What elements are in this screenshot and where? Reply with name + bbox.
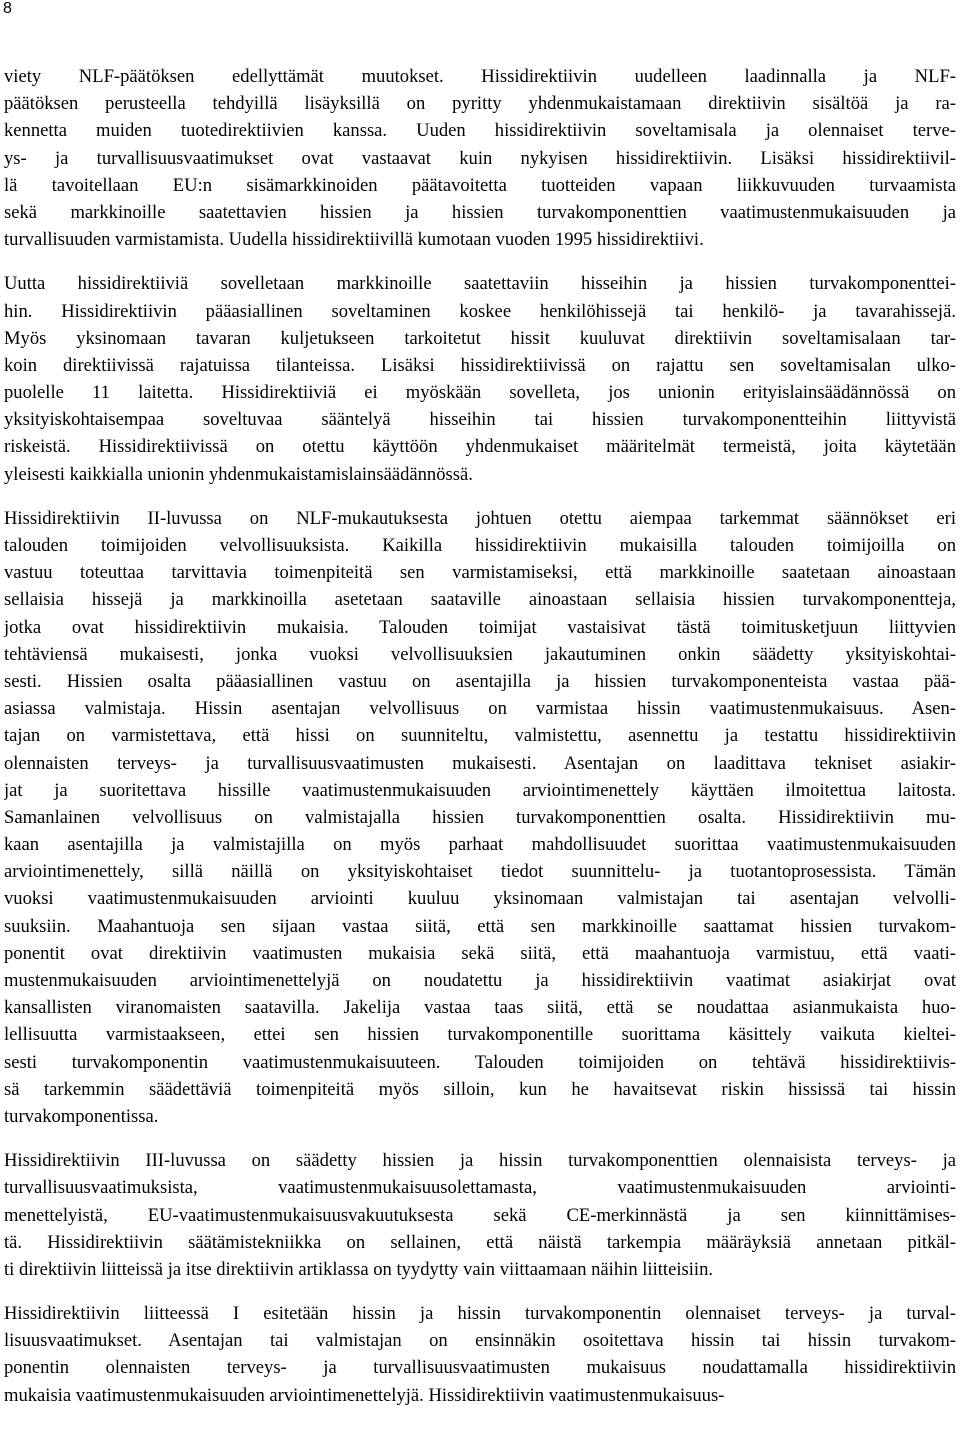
text-line: hin. Hissidirektiivin pääasiallinen soveltaminen koskee henkilöhissejä tai henkilö- ja tavarahissejä. <box>4 300 956 322</box>
text-line: lellisuutta varmistaakseen, ettei sen hissien turvakomponentille suorittama käsittely vaikuta kieltei- <box>4 1024 956 1046</box>
text-line: Hissidirektiivin liitteessä I esitetään hissin ja hissin turvakomponentin olennaiset terveys- ja turval- <box>4 1303 956 1325</box>
text-line: sä tarkemmin säädettäviä toimenpiteitä myös silloin, kun he havaitsevat riskin hississä tai hissin <box>4 1078 956 1100</box>
text-line: jotka ovat hissidirektiivin mukaisia. Talouden toimijat vastaisivat tästä toimitusketjuun liittyvien <box>4 616 956 638</box>
text-line: kennetta muiden tuotedirektiivien kanssa. Uuden hissidirektiivin soveltamisala ja olennaiset terve- <box>4 120 956 142</box>
document-body <box>4 63 956 1426</box>
text-line: ponentit ovat direktiivin vaatimusten mukaisia sekä siitä, että maahantuoja varmistuu, että vaati- <box>4 942 956 964</box>
text-line: tehtäviensä mukaisesti, jonka vuoksi velvollisuuksien jakautuminen onkin säädetty yksityiskohtai- <box>4 643 956 665</box>
text-line: ys- ja turvallisuusvaatimukset ovat vastaavat kuin nykyisen hissidirektiivin. Lisäksi hissidirektiivil- <box>4 147 956 169</box>
text-line: päätöksen perusteella tehdyillä lisäyksillä on pyritty yhdenmukaistamaan direktiivin sisältöä ja ra- <box>4 93 956 115</box>
text-line: Samanlainen velvollisuus on valmistajalla hissien turvakomponenttien osalta. Hissidirektiivin mu- <box>4 806 956 828</box>
text-line: ponentin olennaisten terveys- ja turvallisuusvaatimusten mukaisuus noudattamalla hissidirektiivin <box>4 1357 956 1379</box>
text-line: turvallisuusvaatimuksista, vaatimustenmukaisuusolettamasta, vaatimustenmukaisuuden arviointi- <box>4 1177 956 1199</box>
paragraph <box>4 63 956 253</box>
text-line: mustenmukaisuuden arviointimenettelyjä on noudatettu ja hissidirektiivin vaatimat asiakirjat ovat <box>4 970 956 991</box>
text-line: Myös yksinomaan tavaran kuljetukseen tarkoitetut hissit kuuluvat direktiivin soveltamisalaan tar- <box>4 327 956 349</box>
text-line: vuoksi vaatimustenmukaisuuden arviointi kuuluu yksinomaan valmistajan tai asentajan velvolli- <box>4 888 956 910</box>
paragraph <box>4 1300 956 1409</box>
text-line: jat ja suoritettava hissille vaatimustenmukaisuuden arviointimenettely käyttäen ilmoitettua laitosta. <box>4 779 956 801</box>
text-line: sesti. Hissien osalta pääasiallinen vastuu on asentajilla ja hissien turvakomponenteista vastaa pää- <box>4 670 956 692</box>
text-line: suuksiin. Maahantuoja sen sijaan vastaa siitä, että sen markkinoille saattamat hissien turvakom- <box>4 915 956 937</box>
text-line: menettelyistä, EU-vaatimustenmukaisuusvakuutuksesta sekä CE-merkinnästä ja sen kiinnittämises- <box>4 1204 956 1226</box>
text-line: yksityiskohtaisempaa soveltuvaa sääntelyä hisseihin tai hissien turvakomponentteihin liittyvistä <box>4 409 956 431</box>
text-line: turvallisuuden varmistamista. Uudella hissidirektiivillä kumotaan vuoden 1995 hissidirektiivi. <box>4 229 704 251</box>
paragraph <box>4 270 956 488</box>
text-line: sekä markkinoille saatettavien hissien ja hissien turvakomponenttien vaatimustenmukaisuuden ja <box>4 201 956 223</box>
text-line: riskeistä. Hissidirektiivissä on otettu käyttöön yhdenmukaiset määritelmät termeistä, joita käytetään <box>4 436 956 458</box>
paragraph <box>4 505 956 1130</box>
text-line: Uutta hissidirektiiviä sovelletaan markkinoille saatettaviin hisseihin ja hissien turvakomponenttei- <box>4 273 956 295</box>
page-number: 8 <box>3 0 12 17</box>
text-line: kansallisten viranomaisten saatavilla. Jakelija vastaa taas siitä, että se noudattaa asianmukaista huo- <box>4 997 956 1019</box>
text-line: mukaisia vaatimustenmukaisuuden arviointimenettelyjä. Hissidirektiivin vaatimustenmukaisuus- <box>4 1384 725 1406</box>
text-line: lä tavoitellaan EU:n sisämarkkinoiden päätavoitetta tuotteiden vapaan liikkuvuuden turvaamista <box>4 174 956 196</box>
text-line: vastuu toteuttaa tarvittavia toimenpiteitä sen varmistamiseksi, että markkinoille saatetaan ainoastaan <box>4 562 956 584</box>
text-line: Hissidirektiivin II-luvussa on NLF-mukautuksesta johtuen otettu aiempaa tarkemmat säännökset eri <box>4 507 956 529</box>
text-line: kaan asentajilla ja valmistajilla on myös parhaat mahdollisuudet suorittaa vaatimustenmukaisuuden <box>4 834 956 856</box>
text-line: turvakomponentissa. <box>4 1105 159 1127</box>
paragraph <box>4 1147 956 1283</box>
text-line: koin direktiivissä rajatuissa tilanteissa. Lisäksi hissidirektiivissä on rajattu sen soveltamisalan ulko- <box>4 354 956 376</box>
text-line: asiassa valmistaja. Hissin asentajan velvollisuus on varmistaa hissin vaatimustenmukaisuus. Asen- <box>4 698 956 720</box>
text-line: ti direktiivin liitteissä ja itse direktiivin artiklassa on tyydytty vain viittaamaan näihin liitteisiin. <box>4 1258 714 1280</box>
text-line: sellaisia hissejä ja markkinoilla asetetaan saataville ainoastaan sellaisia hissien turvakomponentteja, <box>4 589 956 611</box>
text-line: viety NLF-päätöksen edellyttämät muutokset. Hissidirektiivin uudelleen laadinnalla ja NLF- <box>4 66 956 87</box>
text-line: yleisesti kaikkialla unionin yhdenmukaistamislainsäädännössä. <box>4 463 473 485</box>
text-line: lisuusvaatimukset. Asentajan tai valmistajan on ensinnäkin osoitettava hissin tai hissin turvakom- <box>4 1330 956 1352</box>
text-line: sesti turvakomponentin vaatimustenmukaisuuteen. Talouden toimijoiden on tehtävä hissidirektiivis- <box>4 1051 956 1073</box>
text-line: olennaisten terveys- ja turvallisuusvaatimusten mukaisesti. Asentajan on laadittava tekniset asiakir- <box>4 752 956 774</box>
text-line: tä. Hissidirektiivin säätämistekniikka on sellainen, että näistä tarkempia määräyksiä annetaan pitkäl- <box>4 1231 956 1253</box>
text-line: arviointimenettely, sillä näillä on yksityiskohtaiset tiedot suunnittelu- ja tuotantoprosessista. Tämän <box>4 861 956 883</box>
text-line: talouden toimijoiden velvollisuuksista. Kaikilla hissidirektiivin mukaisilla talouden toimijoilla on <box>4 535 956 556</box>
text-line: Hissidirektiivin III-luvussa on säädetty hissien ja hissin turvakomponenttien olennaisista terveys- ja <box>4 1150 956 1172</box>
text-line: puolelle 11 laitetta. Hissidirektiiviä ei myöskään sovelleta, jos unionin erityislainsäädännössä on <box>4 382 956 404</box>
text-line: tajan on varmistettava, että hissi on suunniteltu, valmistettu, asennettu ja testattu hissidirektiivin <box>4 725 956 747</box>
